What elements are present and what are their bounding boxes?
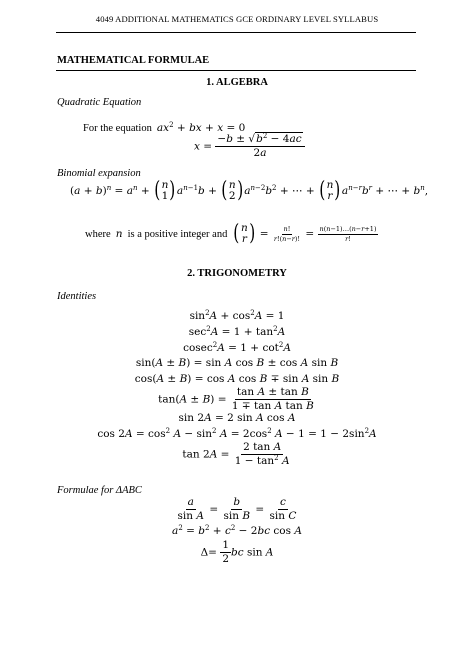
quadratic-equation-formula: $ax^2$ + bx + x = 0 [156,121,246,134]
algebra-heading: 1. ALGEBRA [206,77,268,88]
triangle-formulae-label: Formulae for ΔABC [57,485,142,496]
quadratic-equation-label: Quadratic Equation [57,97,142,108]
binomial-expansion-label: Binomial expansion [57,168,141,179]
sine-rule: $\frac{a}{\text{sin A}}$ = $\frac{b}{\text{sin B}}$ = $\frac{c}{\text{sin C}}$ [177,496,297,523]
secant-identity: $\sec^2A = 1 + \tan^2A$ [188,325,286,338]
cosecant-identity: $cosec^2A = 1 + \cot^2A$ [183,341,291,354]
tangent-addition-formula: tan(A ± B) = $\frac{\text{tan A ± tan B}}{\text{1 ∓ tan A tan B}}$ [158,386,314,413]
quadratic-formula: x = $\frac{-b \pm √b^2 - 4ac}{2a}$ [194,134,305,159]
double-angle-sine: sin 2A = 2 sin A cos A [178,412,296,424]
double-angle-cosine: $\cos 2A = \cos^2 A - \sin^2 A = 2\cos^2$ $A - 1 = 1 - 2\sin^2A$ [97,427,377,440]
triangle-area-formula: Δ= $\frac{1}{2}$ bc sin A [200,539,274,566]
binomial-coefficient-line: where n is a positive integer and ( n r ) = $\frac{n!}{r!(n-r)!}$ = $\frac{n(n-1)\dots(n-r+1)}{r!}$ [85,221,377,246]
binomial-expansion-formula: $(a + b)^n = a^n$ + ( n 1 ) $a^{n-1}b$ + ( n 2 ) $a^{n-2}b^2$ + ⋯ + ( n r ) $a^{n-r}b^r$ + ⋯ + $b^n$, [70,178,429,204]
pythagorean-identity: $\sin^2A + \cos^2A = 1$ [189,309,285,322]
page-title: MATHEMATICAL FORMULAE [57,55,210,66]
trigonometry-heading: 2. TRIGONOMETRY [187,268,287,279]
where-text: where [85,229,111,240]
positive-integer-text: is a positive integer and [127,229,228,240]
cosine-addition-formula: cos(A ± B) = cos A cos B ∓ sin A sin B [134,373,340,385]
for-the-equation-text: For the equation [83,123,152,134]
binomial-coefficient-formula: ( n r ) = $\frac{n!}{r!(n-r)!}$ = $\frac{n(n-1)\dots(n-r+1)}{r!}$ [233,221,377,246]
page-header: 4049 ADDITIONAL MATHEMATICS GCE ORDINARY LEVEL SYLLABUS [95,14,379,24]
header-rule [56,32,416,33]
sine-addition-formula: sin(A ± B) = sin A cos B ± cos A sin B [135,357,339,369]
cosine-rule: $a^2 = b^2 + c^2 - 2bc$ cos A [172,524,302,537]
double-angle-tangent: tan 2A = $\frac{\text{2 tan A}}{1 - \tan^2 A}$ [182,441,290,468]
identities-label: Identities [57,291,97,302]
title-rule [56,70,416,71]
